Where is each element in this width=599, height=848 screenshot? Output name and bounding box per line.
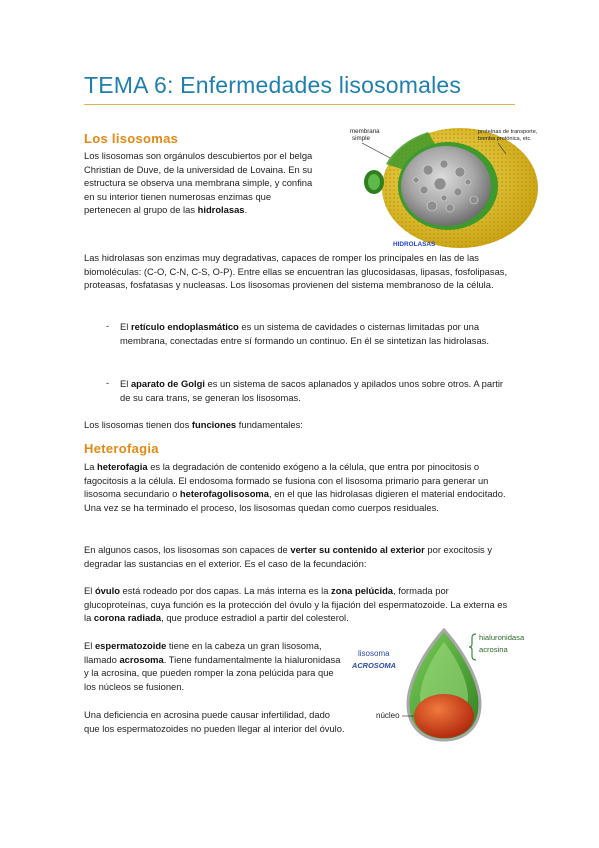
text-run: Las hidrolasas son enzimas muy degradativas, capaces de romper los principales en las de las biomoléculas: (C-O, C-N, C-S, O-P). Entre ellas se encuentran las glucosidasas, lipasas, fosfolipasas, proteasas, fosfatasas y nucleasas. Los lisosomas provienen del sistema membranoso de la célula. — [84, 252, 508, 291]
label-nucleo: núcleo — [376, 711, 400, 720]
bullet-marker-1: - — [106, 320, 110, 331]
bold-term: retículo endoplasmático — [130, 321, 239, 332]
text-run: tiene en la cabeza un gran lisosoma, llamado — [84, 640, 322, 665]
paragraph-exocitosis — [84, 543, 515, 570]
label-proteins-line2: bomba protónica, etc. — [478, 136, 532, 142]
text-run: es un sistema de cavidades o cisternas limitadas por una membrana, conectadas entre sí formando un continuo. En él se sintetizan las hidrolasas. — [120, 321, 489, 346]
text-run: fundamentales: — [236, 419, 303, 430]
label-lisosoma: lisosoma — [358, 649, 390, 658]
text-run: es la degradación de contenido exógeno a la célula, que entra por pinocitosis o fagocitosis a la célula. El endosoma formado se fusiona con el lisosoma primario para generar un lisosoma secundario o — [84, 461, 489, 500]
text-run: . — [244, 204, 248, 216]
acrosome-figure — [352, 624, 528, 742]
text-run: Una deficiencia en acrosina puede causar infertilidad, dado que los espermatozoides no pueden llegar al interior del óvulo. — [84, 709, 345, 734]
paragraph-espermatozoide — [84, 639, 346, 693]
label-membrane-line1: membrana — [350, 128, 380, 135]
label-acrosina: acrosina — [479, 645, 508, 654]
bold-term: acrosoma — [119, 653, 164, 665]
bullet-golgi — [120, 377, 515, 404]
bold-term: funciones — [191, 419, 237, 430]
enzyme-bracket — [469, 634, 476, 660]
bold-term: aparato de Golgi — [130, 378, 205, 389]
bold-term: corona radiada — [93, 612, 162, 624]
text-run: En algunos casos, los lisosomas son capaces de — [84, 544, 291, 555]
text-run: El — [120, 321, 131, 332]
text-run: El — [120, 378, 131, 389]
paragraph-lisosomas-intro — [84, 149, 316, 217]
lysosome-interior — [401, 146, 491, 226]
text-run: . Tiene fundamentalmente la hialuronidasa y la acrosina, que pueden romper la zona pelúcida para que los núcleos se fusionen. — [84, 653, 341, 692]
lysosome-figure — [328, 124, 552, 252]
text-run: , que produce estradiol a partir del colesterol. — [161, 612, 349, 624]
paragraph-funciones — [84, 418, 515, 432]
bold-term: óvulo — [94, 585, 120, 596]
label-membrane-line2: simple — [352, 135, 370, 142]
text-run: El — [84, 585, 95, 596]
text-run: , formada por glucoproteínas, cuya función es la protección del óvulo y la fijación del espermatozoide. La externa es la — [84, 585, 508, 624]
paragraph-ovulo — [84, 584, 515, 625]
text-run: es un sistema de sacos aplanados y apilados unos sobre otros. A partir de su cara trans, se generan los lisosomas. — [120, 378, 504, 403]
label-acrosoma: ACROSOMA — [352, 661, 396, 670]
label-hialuronidasa: hialuronidasa — [479, 633, 525, 642]
paragraph-hidrolasas — [84, 251, 515, 292]
bullet-reticulo — [120, 320, 515, 347]
text-run: La — [84, 461, 98, 472]
title-divider — [84, 104, 515, 105]
bold-term: verter su contenido al exterior — [290, 544, 425, 555]
text-run: Los lisosomas tienen dos — [84, 419, 192, 430]
label-proteins-line1: proteínas de transporte, — [478, 129, 538, 135]
label-hidrolasas: HIDROLASAS — [393, 241, 436, 248]
label-membrane-pointer — [362, 143, 390, 158]
text-run: El — [84, 640, 95, 651]
bold-term: heterofagolisosoma — [179, 488, 269, 500]
text-run: está rodeado por dos capas. La más interna es la — [119, 585, 332, 596]
bold-term: espermatozoide — [94, 640, 167, 651]
heading-lisosomas: Los lisosomas — [84, 131, 179, 146]
bullet-marker-2: - — [106, 377, 110, 388]
heading-heterofagia: Heterofagia — [84, 441, 159, 456]
paragraph-acrosina — [84, 708, 346, 735]
bold-term: hidrolasas — [197, 204, 245, 216]
text-run: Los lisosomas son orgánulos descubiertos por el belga Christian de Duve, de la universidad de Lovaina. En su estructura se observa una membrana simple, y confina en su interior tienen numerosas enzimas que pertenecen al grupo de las — [84, 150, 313, 216]
paragraph-heterofagia — [84, 460, 515, 514]
nucleus-shape — [414, 694, 474, 738]
bold-term: zona pelúcida — [331, 585, 394, 596]
bold-term: heterofagia — [97, 461, 148, 472]
text-run: , en el que las hidrolasas digieren el material endocitado. Una vez se ha terminado el proceso, los lisosomas quedan como cuerpos residuales. — [84, 488, 506, 513]
page-title: TEMA 6: Enfermedades lisosomales — [84, 72, 462, 98]
text-run: por exocitosis y degradar las sustancias en el exterior. Es el caso de la fecundación: — [84, 544, 493, 569]
